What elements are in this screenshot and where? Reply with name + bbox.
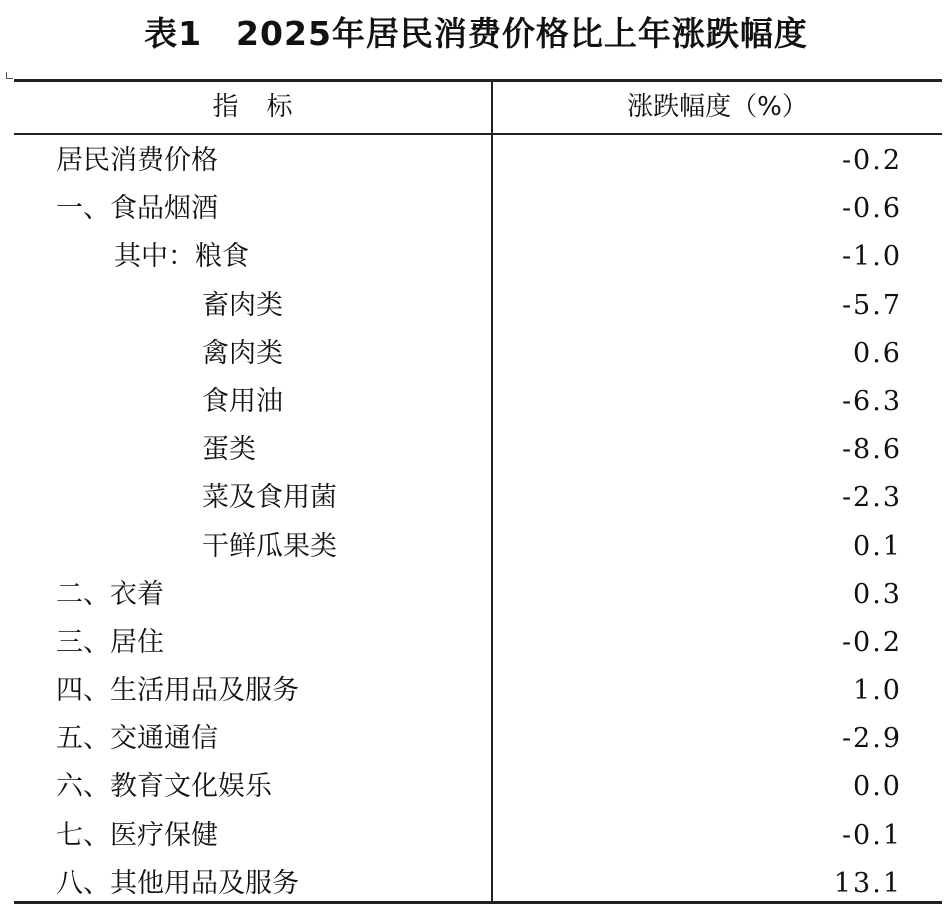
row-label: 六、教育文化娱乐 [56, 771, 272, 803]
table-row [14, 282, 942, 330]
row-value: 0.3 [853, 578, 902, 610]
table-row [14, 330, 942, 378]
table-body [14, 137, 942, 908]
table-row [14, 860, 942, 908]
row-value: -6.3 [841, 385, 902, 417]
table-row [14, 571, 942, 619]
row-label: 五、交通通信 [56, 723, 218, 755]
row-label: 居民消费价格 [56, 145, 218, 176]
table-row [14, 233, 942, 281]
row-label: 八、其他用品及服务 [56, 867, 299, 899]
row-value: -0.2 [841, 626, 902, 658]
table-row [14, 137, 942, 185]
row-label: 一、食品烟酒 [56, 193, 218, 225]
row-value: -8.6 [841, 434, 902, 466]
header-rule [14, 133, 942, 135]
row-value: 0.1 [853, 530, 902, 562]
table-row [14, 667, 942, 715]
header-indicator: 指标 [212, 92, 321, 122]
price-change-table [14, 79, 942, 904]
row-label: 禽肉类 [202, 337, 283, 369]
row-label: 七、医疗保健 [56, 819, 218, 851]
table-row [14, 715, 942, 763]
table-row [14, 185, 942, 233]
table-row [14, 763, 942, 811]
row-value: 0.6 [853, 337, 902, 369]
row-value: 1.0 [853, 675, 902, 707]
table-row [14, 426, 942, 474]
row-value: -2.3 [841, 482, 902, 514]
row-label: 二、衣着 [56, 578, 164, 610]
row-label: 四、生活用品及服务 [56, 675, 299, 707]
table-title: 表1 2025年居民消费价格比上年涨跌幅度 [144, 14, 808, 53]
row-label: 菜及食用菌 [202, 482, 337, 514]
table-row [14, 474, 942, 522]
table-row [14, 523, 942, 571]
table-row [14, 378, 942, 426]
row-value: -2.9 [841, 723, 902, 755]
table-row [14, 619, 942, 667]
row-label: 畜肉类 [202, 289, 283, 321]
row-value: 0.0 [853, 771, 902, 803]
row-value: -1.0 [841, 241, 902, 273]
row-label: 食用油 [202, 385, 283, 417]
table-header [14, 82, 942, 133]
row-label: 干鲜瓜果类 [202, 530, 337, 562]
row-label: 其中：粮食 [114, 241, 249, 273]
header-change: 涨跌幅度（%） [627, 92, 808, 122]
row-value: -0.1 [841, 819, 902, 851]
row-value: 13.1 [833, 867, 902, 899]
crop-mark [6, 72, 13, 79]
table-row [14, 812, 942, 860]
row-label: 三、居住 [56, 626, 164, 658]
row-value: -5.7 [841, 289, 902, 321]
row-value: -0.2 [841, 145, 902, 176]
row-value: -0.6 [841, 193, 902, 225]
row-label: 蛋类 [202, 434, 256, 466]
